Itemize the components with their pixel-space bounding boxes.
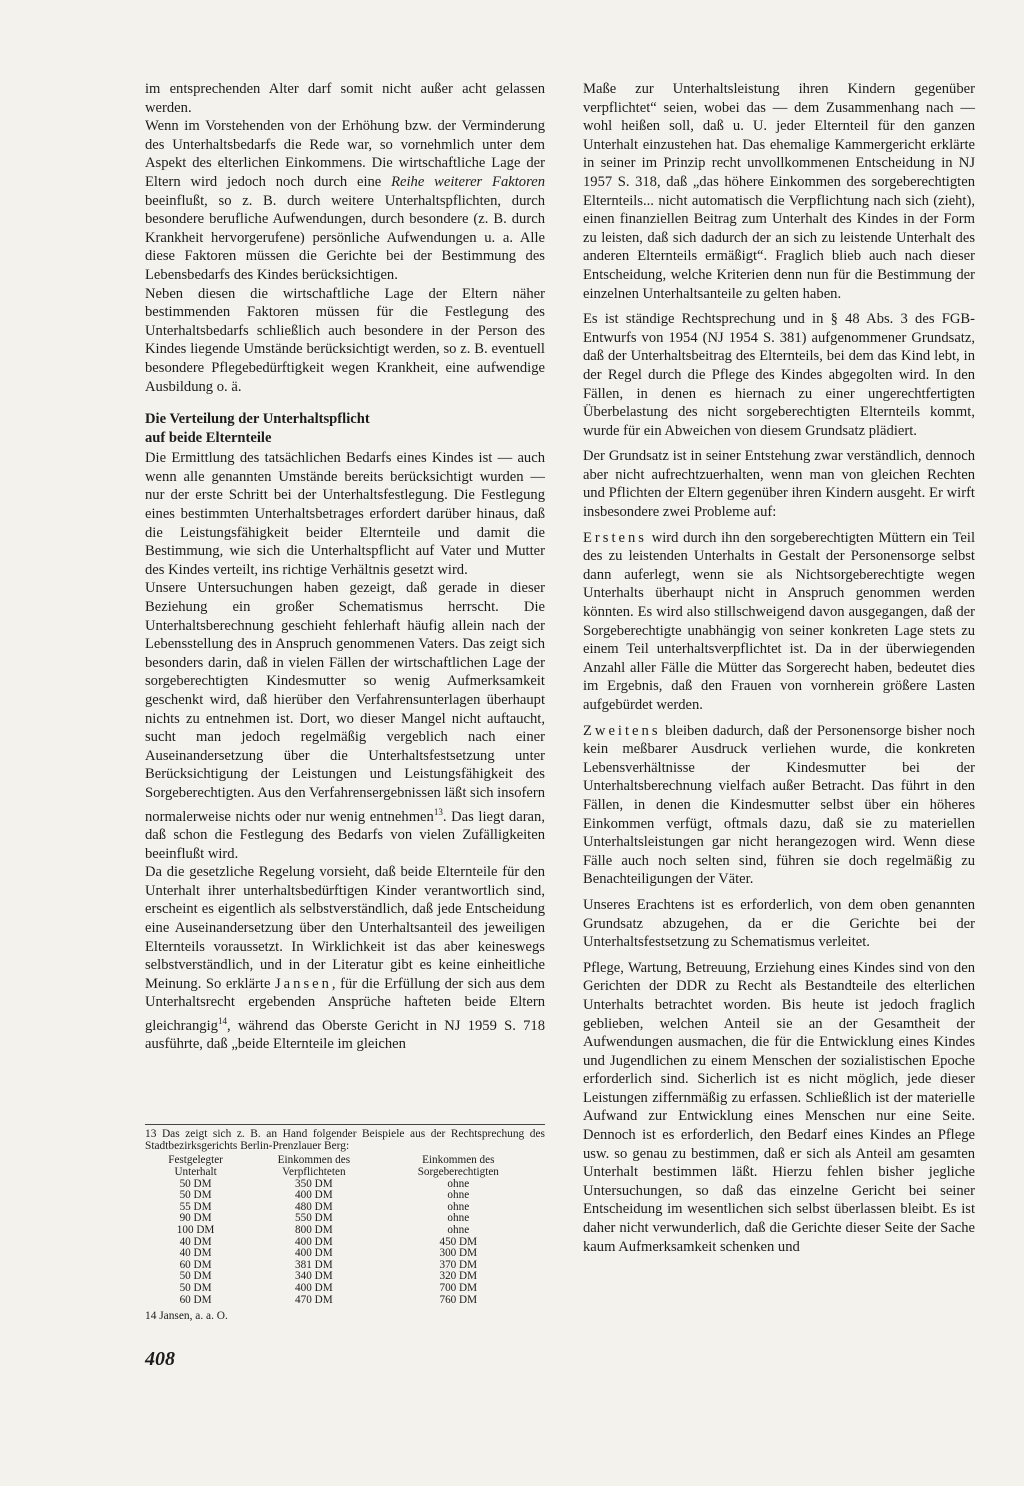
table-cell: 55 DM [179,1200,212,1213]
table-cell: 370 DM [439,1258,478,1271]
table-cell: 340 DM [295,1270,333,1283]
paragraph-text: Unsere Untersuchungen haben gezeigt, daß gerade in dieser Beziehung ein großer Schematismus herrscht. Die Unterhaltsberechnung geschieht fehlerhaft häufig allein nach der Lebensstellung des in Anspruch genommenen Vaters. Das zeigt sich besonders darin, daß in vielen Fällen der wirtschaftlichen Lage der sorgeberechtigten Kindesmutter so wenig Aufmerksamkeit geschenkt wird, daß hierüber den Verfahrensunterlagen überhaupt nichts zu entnehmen ist. Dort, wo dieser Mangel nicht auftaucht, sucht man jedoch regelmäßig vergeblich nach einer Auseinandersetzung über die Unterhaltsfestsetzung unter Berücksichtigung der Leistungen und Leistungsfähigkeit des Sorgeberechtigten. Aus den Verfahrensergebnissen läßt sich insofern normalerweise nichts oder nur wenig entnehmen [145,580,546,825]
table-cell: 40 DM [179,1235,212,1248]
paragraph: Maße zur Unterhaltsleistung ihren Kindern gegenüber verpflichtet“ seien, wobei das — dem Zusammenhang nach — wohl heißen soll, daß u. U. jeder Elternteil für den ganzen Unterhalt einzustehen hat. Das ehemalige Kammergericht erklärte in seiner im Prinzip recht unvollkommenen Entscheidung in NJ 1957 S. 318, daß „das höhere Einkommen des sorgeberechtigten Elternteils... nicht automatisch die Verpflichtung nach sich (zieht), einen finanziellen Beitrag zum Unterhalt des Kindes in der Form zu leisten, daß sich dadurch der an sich zu leistende Unterhalt des anderen Elternteils ermäßigt“. Fraglich blieb auch nach dieser Entscheidung, welche Kriterien denn nun für die Bestimmung der einzelnen Unterhaltsanteile zu gelten haben. [583,81,975,302]
paragraph [145,863,545,1054]
paragraph: Unseres Erachtens ist es erforderlich, von dem oben genannten Grundsatz abzugehen, da er die Gerichte bei der Unterhaltsfestsetzung zu Schematismus verleitet. [583,896,975,951]
table-cell: 60 DM [179,1258,212,1271]
footnote-13: 13 Das zeigt sich z. B. an Hand folgender Beispiele aus der Rechtsprechung des Stadtbezirksgerichts Berlin-Prenzlauer Berg: [145,1128,545,1153]
footnotes [145,1124,545,1322]
table-cell: 400 DM [295,1235,333,1248]
table-body [145,1179,535,1307]
table-cell: 300 DM [439,1247,478,1260]
footnote-14: 14 Jansen, a. a. O. [145,1310,228,1323]
right-column [583,80,975,1263]
table-cell: 320 DM [439,1270,478,1283]
table-row [145,1225,535,1237]
paragraph-text: Da die gesetzliche Regelung vorsieht, daß beide Elternteile für den Unterhalt ihrer unterhaltsbedürftigen Kinder verantwortlich sind, erscheint es eigentlich als selbstverständlich, daß jede Entscheidung eine Auseinandersetzung über den Unterhaltsanteil des jeweiligen Elternteils voraussetzt. In Wirklichkeit ist das aber keineswegs selbstverständlich, und in der Literatur gibt es keine einheitliche Meinung. So erklärte [145,864,545,992]
heading-line: Die Verteilung der Unterhaltspflicht [145,411,370,428]
paragraph: Es ist ständige Rechtsprechung und in § 48 Abs. 3 des FGB-Entwurfs von 1954 (NJ 1954 S. 381) aufgenommener Grundsatz, daß der Unterhaltsbeitrag des Elternteils, bei dem das Kind lebt, in der Regel durch die Pflege des Kindes abgegolten wird. In den Fällen, in denen es hiernach zu einer ungerechtfertigten Überbelastung des nicht sorgeberechtigten Elternteils kommt, wurde für ein Abweichen von diesem Grundsatz plädiert. [583,311,975,439]
paragraph-text: , für die Erfüllung der sich aus dem Unterhaltsrecht ergebenden Ansprüche hafteten beide Eltern gleichrangig [145,975,545,1034]
table-cell: 60 DM [179,1293,212,1306]
footnote-table [145,1155,535,1306]
table-cell: 550 DM [295,1212,333,1225]
table-cell: 350 DM [295,1177,333,1190]
table-row [145,1248,535,1260]
paragraph: im entsprechenden Alter darf somit nicht außer acht gelassen werden. [145,81,545,116]
table-cell: 480 DM [295,1200,333,1213]
paragraph: Der Grundsatz ist in seiner Entstehung zwar verständlich, dennoch aber nicht aufrechtzuerhalten, wenn man von gleichen Rechten und Pflichten der Eltern gegenüber ihren Kindern ausgeht. Er wirft insbesondere zwei Probleme auf: [583,448,975,521]
paragraph: Neben diesen die wirtschaftliche Lage der Eltern näher bestimmenden Faktoren müssen für die Festlegung des Unterhaltsbedarfs schließlich auch besondere in der Person des Kindes liegende Umstände berücksichtigt werden, so z. B. eventuell besondere Pflegebedürftigkeit wegen Krankheit, eine aufwendige Ausbildung o. ä. [145,285,545,395]
paragraph-text: wird durch ihn den sorgeberechtigten Müttern ein Teil des zu leistenden Unterhalts in Gestalt der Personensorge selbst dann auferlegt, wenn sie als Nichtsorgeberechtigte wegen Unterhalts überhaupt nicht in Anspruch genommen werden könnten. Es wird also stillschweigend davon ausgegangen, daß der Sorgeberechtigte unabhängig von seiner konkreten Lage stets zu einem Teil unterhaltsverpflichtet ist. Da in der überwiegenden Anzahl aller Fälle die Mütter das Sorgerecht haben, bedeutet dies im Ergebnis, daß den Frauen von vornherein größere Lasten aufgebürdet werden. [583,529,975,713]
table-cell: 450 DM [439,1235,478,1248]
table-header: Einkommen des Verpflichteten [277,1154,351,1178]
table-cell: ohne [447,1212,470,1225]
table-cell: 800 DM [295,1223,333,1236]
table-header: Festgelegter Unterhalt [168,1154,223,1178]
table-cell: 50 DM [179,1281,212,1294]
table-header: Einkommen des Sorgeberechtigten [417,1154,499,1178]
paragraph-text: Wenn im Vorstehenden von der Erhöhung bzw. der Verminderung des Unterhaltsbedarfs die Rede war, so vornehmlich unter dem Aspekt des elterlichen Einkommens. Die wirtschaftliche Lage der Eltern wird jedoch noch durch eine [145,118,545,190]
table-cell: ohne [447,1177,470,1190]
paragraph-text: beeinflußt, so z. B. durch weitere Unterhaltspflichten, durch besondere berufliche Aufwendungen, durch besondere (z. B. durch Krankheit hervorgerufene) persönliche Aufwendungen u. a. Alle diese Faktoren müssen die Gerichte bei der Bestimmung des Lebensbedarfs des Kindes berücksichtigen. [145,192,545,283]
footnote-ref: 13 [433,806,443,817]
table-row [145,1295,535,1307]
paragraph-text: , während das Oberste Gericht in NJ 1959 S. 718 ausführte, daß „beide Elternteile im gleichen [145,1017,545,1053]
table-cell: 400 DM [295,1189,333,1202]
table-cell: 470 DM [295,1293,333,1306]
table-cell: 50 DM [179,1189,212,1202]
table-cell: 700 DM [439,1281,478,1294]
enumeration-lead: Erstens [583,529,647,546]
table-cell: 50 DM [179,1177,212,1190]
table-header-row [145,1155,535,1178]
table-cell: 381 DM [295,1258,333,1271]
paragraph [583,529,975,715]
author-name: Jansen [275,975,332,992]
table-cell: 400 DM [295,1281,333,1294]
heading-line: auf beide Elternteile [145,429,272,446]
table-cell: ohne [447,1200,470,1213]
table-cell: 90 DM [179,1212,212,1225]
section-heading [145,410,545,447]
enumeration-lead: Zweitens [583,722,661,739]
table-cell: ohne [447,1223,470,1236]
table-cell: 400 DM [295,1247,333,1260]
table-row [145,1283,535,1295]
emphasis-text: Reihe weiterer Faktoren [391,173,546,190]
table-cell: 50 DM [179,1270,212,1283]
table-cell: ohne [447,1189,470,1202]
table-cell: 100 DM [176,1223,215,1236]
paragraph [145,117,545,284]
page-number: 408 [145,1348,175,1370]
table-cell: 760 DM [439,1293,478,1306]
footnote-ref: 14 [217,1015,227,1026]
left-column [145,80,545,1054]
paragraph: Die Ermittlung des tatsächlichen Bedarfs eines Kindes ist — auch wenn alle genannten Umstände bereits berücksichtigt wurden — nur der erste Schritt bei der Unterhaltsfestlegung. Die Festlegung eines bestimmten Unterhaltsbetrages erfordert darüber hinaus, daß die Leistungsfähigkeit beider Elternteile und damit die Bestimmung, wie sich die Unterhaltspflicht auf Vater und Mutter des Kindes verteilt, ins richtige Verhältnis gesetzt wird. [145,450,545,578]
paragraph: Pflege, Wartung, Betreuung, Erziehung eines Kindes sind von den Gerichten der DDR zu Recht als Bestandteile des elterlichen Unterhalts betrachtet worden. Bis heute ist jedoch fraglich geblieben, welchen Anteil sie an der Gesamtheit der Aufwendungen ausmachen, die für die Entwicklung eines Kindes und Jugendlichen zu einem Menschen der sozialistischen Epoche erforderlich sind. Sicherlich ist es nicht möglich, jede dieser Leistungen ziffernmäßig zu erfassen. Schließlich ist der materielle Aufwand zur Entwicklung eines Menschen nur eine Seite. Dennoch ist es erforderlich, den Bedarf eines Kindes an Pflege usw. so genau zu bestimmen, daß er sich als Anteil am gesamten Unterhalt bestimmen läßt. Hierzu fehlen bisher jegliche Untersuchungen, so daß das einzelne Gericht bei seiner Entscheidung im wesentlichen sich selbst überlassen bleibt. Es ist daher nicht verwunderlich, daß die Gerichte dieser Seite der Sache kaum Aufmerksamkeit schenken und [583,959,975,1255]
table-cell: 40 DM [179,1247,212,1260]
paragraph-text: . Das liegt daran, daß schon die Festlegung des Bedarfs von vielen Zufälligkeiten beeinflußt wird. [145,808,545,862]
paragraph [583,722,975,889]
paragraph [145,579,545,863]
paragraph-text: bleiben dadurch, daß der Personensorge bisher noch kein meßbarer Ausdruck verliehen wurde, die konkreten Lebensverhältnisse der Kindesmutter bei der Unterhaltsberechnung vielfach außer Betracht. Das führt in den Fällen, in denen die Kindesmutter selbst über ein höheres Einkommen verfügt, oftmals dazu, daß sie zu materiellen Unterhaltsleistungen gar nicht herangezogen wird. Wenn diese Fälle auch noch selten sind, führen sie doch regelmäßig zu Benachteiligungen der Väter. [583,722,975,888]
